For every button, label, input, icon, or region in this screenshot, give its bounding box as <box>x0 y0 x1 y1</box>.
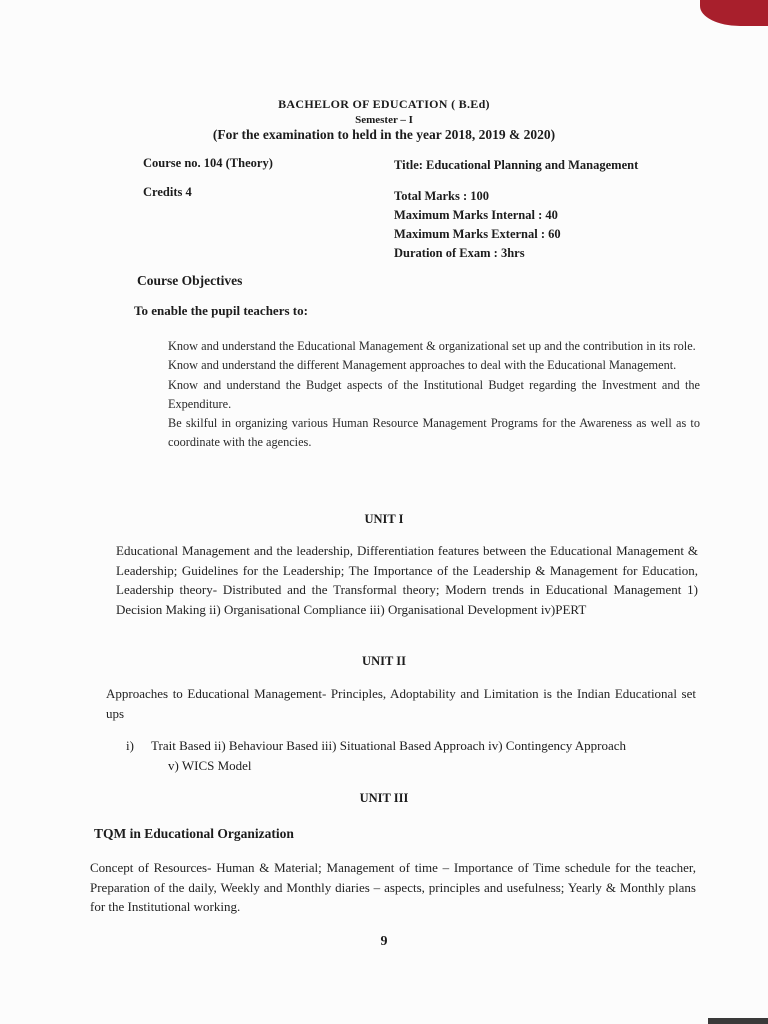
unit-2-heading: UNIT II <box>362 654 406 668</box>
exam-years: (For the examination to held in the year 2018, 2019 & 2020) <box>212 127 556 142</box>
unit-2-approach-list <box>126 736 726 775</box>
total-marks: Total Marks : 100 <box>394 189 490 203</box>
objective-item: Know and understand the Educational Management & organizational set up and the contribution in its role. <box>168 339 696 353</box>
course-number: Course no. 104 (Theory) <box>143 156 273 170</box>
list-continuation: v) WICS Model <box>168 757 252 773</box>
unit-3-content <box>90 858 696 917</box>
objectives-heading: Course Objectives <box>137 273 243 288</box>
page-corner-mark <box>700 0 768 26</box>
max-marks-internal: Maximum Marks Internal : 40 <box>394 208 558 222</box>
page-number: 9 <box>380 934 388 949</box>
unit-1-heading: UNIT I <box>364 512 404 526</box>
page-bottom-mark <box>708 1018 768 1024</box>
unit-1-content <box>116 541 698 619</box>
exam-duration: Duration of Exam : 3hrs <box>394 246 525 260</box>
list-text: Trait Based ii) Behaviour Based iii) Situational Based Approach iv) Contingency Approach <box>151 738 627 753</box>
objectives-intro: To enable the pupil teachers to: <box>134 303 308 318</box>
unit-3-subheading: TQM in Educational Organization <box>94 826 294 841</box>
unit-1-text: Educational Management and the leadership, Differentiation features between the Educational Management & Leadership; Guidelines for the Leadership; The Importance of the Leadership & Management for Education, Leadership theory- Distributed and the Transformal theory; Modern trends in Educational Management 1) Decision Making ii) Organisational Compliance iii) Organisational Development iv)PERT <box>116 543 698 617</box>
course-title: Title: Educational Planning and Management <box>394 158 639 172</box>
semester-label: Semester – I <box>355 114 413 126</box>
unit-3-text: Concept of Resources- Human & Material; Management of time – Importance of Time schedule for the teacher, Preparation of the daily, Weekly and Monthly diaries – aspects, principles and usefulness; Yearly & Monthly plans for the Institutional working. <box>90 860 696 914</box>
unit-2-content <box>106 684 696 723</box>
unit-3-heading: UNIT III <box>359 791 409 805</box>
unit-2-text: Approaches to Educational Management- Principles, Adoptability and Limitation is the Indian Educational set ups <box>106 686 696 721</box>
objective-item: Be skilful in organizing various Human Resource Management Programs for the Awareness as well as to coordinate with the agencies. <box>168 416 700 450</box>
list-number: i) <box>126 738 134 753</box>
max-marks-external: Maximum Marks External : 60 <box>394 227 561 241</box>
objectives-list <box>168 337 700 453</box>
objective-item: Know and understand the different Management approaches to deal with the Educational Management. <box>168 358 677 373</box>
program-title: BACHELOR OF EDUCATION ( B.Ed) <box>278 97 490 111</box>
course-credits: Credits 4 <box>143 185 192 199</box>
objective-item: Know and understand the Budget aspects of the Institutional Budget regarding the Investment and the Expenditure. <box>168 377 700 411</box>
